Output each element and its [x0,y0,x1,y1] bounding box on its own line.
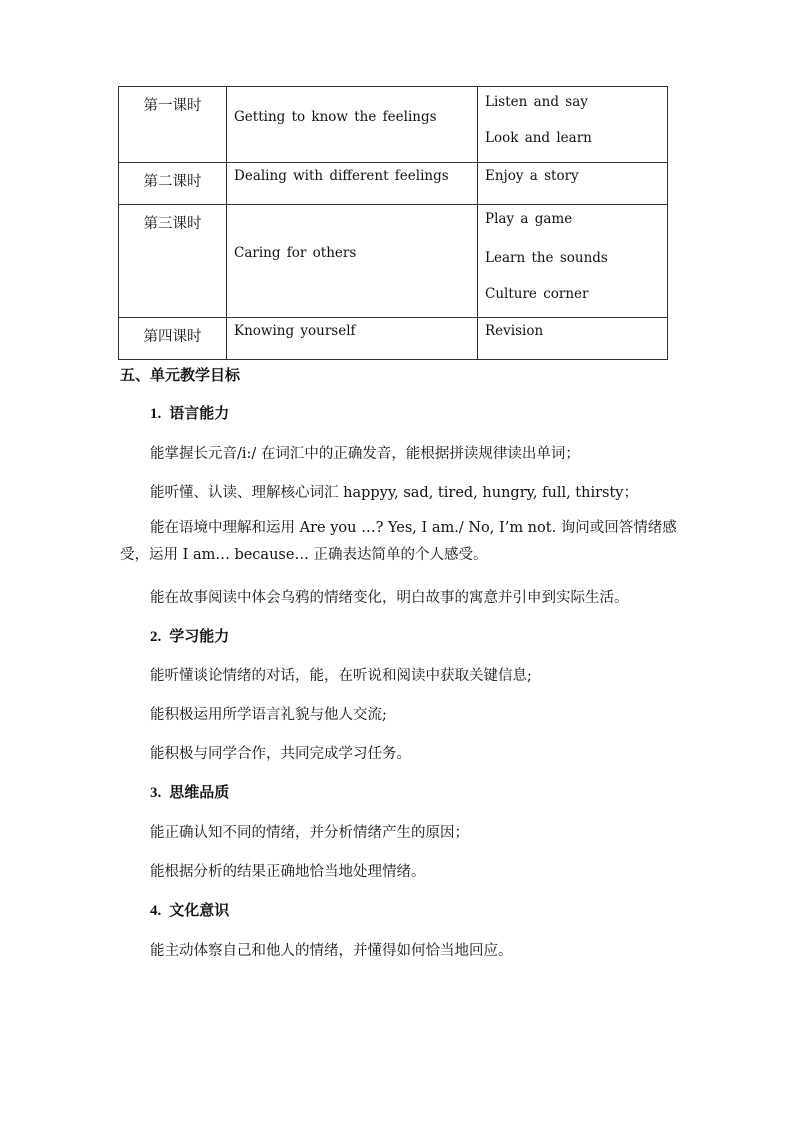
subsection-heading [150,625,229,646]
activity-item: Revision [485,323,544,339]
topic-label: Getting to know the feelings [234,109,437,125]
activity-cell [478,87,668,163]
table-row [119,87,668,163]
period-label: 第三课时 [143,216,202,232]
paragraph: 能积极与同学合作，共同完成学习任务。 [150,746,411,762]
paragraph: 能在语境中理解和运用 Are you …? Yes, I am./ No, I’m not. 询问或回答情绪感受，运用 I am… because… 正确表达简单的个人感受。 [120,520,677,563]
period-label: 第四课时 [143,329,202,345]
paragraph: 能积极运用所学语言礼貌与他人交流; [150,707,387,723]
subsection-number: 4. [150,903,162,919]
period-cell [119,318,227,360]
paragraph: 能正确认知不同的情绪，并分析情绪产生的原因； [150,825,469,841]
topic-cell [227,318,478,360]
activity-item: Look and learn [485,130,592,146]
activity-cell [478,318,668,360]
subsection-number: 3. [150,785,162,801]
paragraph: 能掌握长元音/i:/ 在词汇中的正确发音，能根据拼读规律读出单词； [150,446,580,462]
subsection-number: 2. [150,629,162,645]
period-cell [119,163,227,205]
topic-cell [227,205,478,318]
lesson-plan-table [118,86,668,360]
activity-item: Culture corner [485,286,589,302]
period-label: 第一课时 [143,98,202,114]
subsection-heading [150,899,229,920]
paragraph: 能听懂谈论情绪的对话，能，在听说和阅读中获取关键信息; [150,668,532,684]
activity-item: Play a game [485,211,573,227]
paragraph: 能主动体察自己和他人的情绪，并懂得如何恰当地回应。 [150,943,513,959]
subsection-heading [150,402,229,423]
activity-item: Listen and say [485,94,588,110]
period-label: 第二课时 [143,174,202,190]
paragraph: 能根据分析的结果正确地恰当地处理情绪。 [150,864,426,880]
subsection-heading [150,781,229,802]
activity-item: Learn the sounds [485,250,608,266]
subsection-title: 思维品质 [169,783,230,801]
table-row [119,163,668,205]
topic-label: Dealing with different feelings [234,168,449,184]
topic-cell [227,163,478,205]
subsection-number: 1. [150,406,162,422]
table-row [119,318,668,360]
period-cell [119,87,227,163]
paragraph: 能听懂、认读、理解核心词汇 happyy, sad, tired, hungry, full, thirsty； [150,485,639,501]
table-row [119,205,668,318]
topic-label: Knowing yourself [234,323,356,339]
period-cell [119,205,227,318]
activity-cell [478,163,668,205]
subsection-title: 文化意识 [169,901,230,919]
topic-cell [227,87,478,163]
activity-item: Enjoy a story [485,168,579,184]
section-title: 五、单元教学目标 [120,366,241,384]
topic-label: Caring for others [234,245,357,261]
activity-cell [478,205,668,318]
subsection-title: 语言能力 [169,404,230,422]
subsection-title: 学习能力 [169,627,230,645]
paragraph: 能在故事阅读中体会乌鸦的情绪变化，明白故事的寓意并引申到实际生活。 [150,590,629,606]
